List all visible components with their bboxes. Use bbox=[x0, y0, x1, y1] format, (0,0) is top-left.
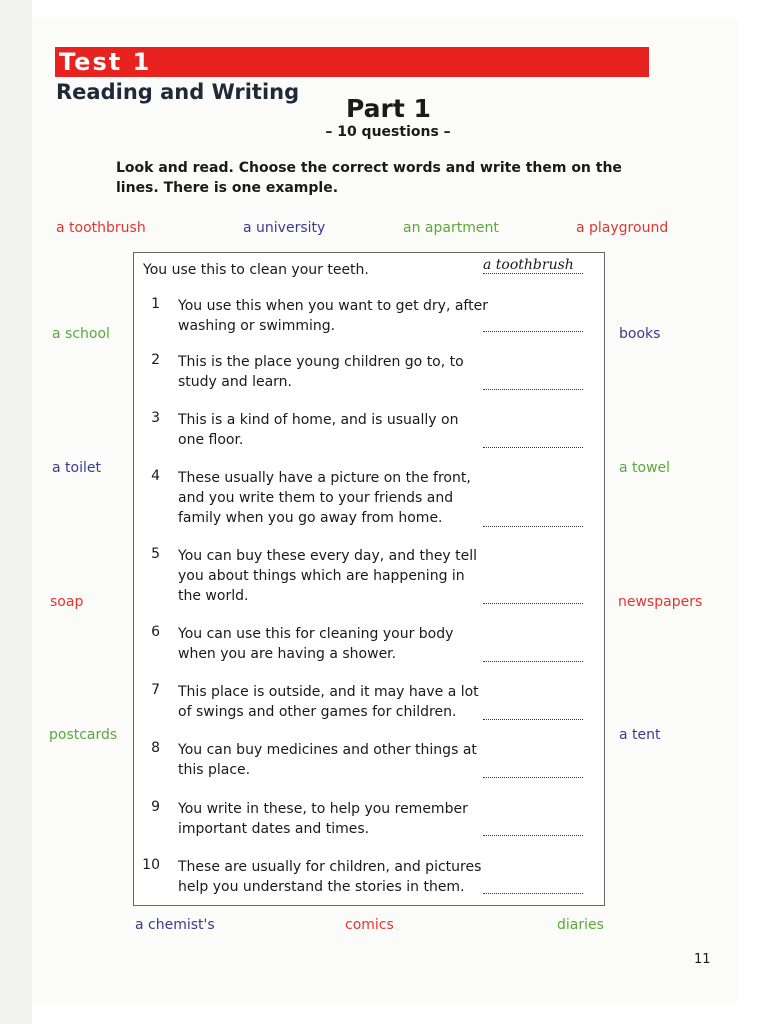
word-an-apartment: an apartment bbox=[403, 220, 499, 236]
question-text: This is a kind of home, and is usually on one floor. bbox=[178, 412, 459, 448]
answer-line-10[interactable] bbox=[483, 892, 583, 894]
word-a-chemists: a chemist's bbox=[135, 917, 215, 933]
answer-line-6[interactable] bbox=[483, 660, 583, 662]
word-a-university: a university bbox=[243, 220, 326, 236]
question-text: These are usually for children, and pictures help you understand the stories in them. bbox=[178, 859, 482, 895]
section-title: Reading and Writing bbox=[56, 80, 300, 104]
question-number: 7 bbox=[151, 682, 160, 698]
question-text: These usually have a picture on the front, and you write them to your friends and family when you go away from home. bbox=[178, 470, 471, 526]
question-number: 3 bbox=[151, 410, 160, 426]
word-diaries: diaries bbox=[557, 917, 604, 933]
word-a-towel: a towel bbox=[619, 460, 671, 476]
test-banner bbox=[55, 47, 649, 77]
question-text: You use this when you want to get dry, after washing or swimming. bbox=[178, 298, 488, 334]
question-number: 9 bbox=[151, 799, 160, 815]
question-number: 1 bbox=[151, 296, 160, 312]
test-label: Test 1 bbox=[59, 48, 152, 76]
question-count: – 10 questions – bbox=[325, 124, 451, 140]
word-books: books bbox=[619, 326, 661, 342]
instructions: Look and read. Choose the correct words and write them on the lines. There is one example. bbox=[116, 160, 622, 196]
word-newspapers: newspapers bbox=[618, 594, 703, 610]
scan-edge bbox=[0, 0, 32, 1024]
answer-line-1[interactable] bbox=[483, 330, 583, 332]
answer-line-7[interactable] bbox=[483, 718, 583, 720]
part-title: Part 1 bbox=[346, 94, 431, 123]
question-number: 8 bbox=[151, 740, 160, 756]
question-text: This place is outside, and it may have a lot of swings and other games for children. bbox=[178, 684, 479, 720]
question-number: 2 bbox=[151, 352, 160, 368]
question-number: 5 bbox=[151, 546, 160, 562]
answer-line-3[interactable] bbox=[483, 446, 583, 448]
word-postcards: postcards bbox=[49, 727, 118, 743]
question-number: 4 bbox=[151, 468, 160, 484]
word-a-toilet: a toilet bbox=[52, 460, 101, 476]
word-a-tent: a tent bbox=[619, 727, 661, 743]
answer-line-2[interactable] bbox=[483, 388, 583, 390]
word-comics: comics bbox=[345, 917, 394, 933]
answer-line-4[interactable] bbox=[483, 525, 583, 527]
question-text: You can buy medicines and other things at this place. bbox=[178, 742, 477, 778]
question-text: You write in these, to help you remember important dates and times. bbox=[178, 801, 468, 837]
example-answer: a toothbrush bbox=[483, 257, 583, 274]
word-soap: soap bbox=[50, 594, 84, 610]
question-text: You can buy these every day, and they tell you about things which are happening in the world. bbox=[178, 548, 478, 604]
word-a-playground: a playground bbox=[576, 220, 669, 236]
page-number: 11 bbox=[694, 952, 711, 967]
question-number: 10 bbox=[142, 857, 160, 873]
word-a-toothbrush: a toothbrush bbox=[56, 220, 146, 236]
answer-line-5[interactable] bbox=[483, 602, 583, 604]
answer-line-8[interactable] bbox=[483, 776, 583, 778]
example-text: You use this to clean your teeth. bbox=[143, 262, 369, 278]
question-text: This is the place young children go to, to study and learn. bbox=[178, 354, 464, 390]
question-text: You can use this for cleaning your body when you are having a shower. bbox=[178, 626, 454, 662]
answer-line-9[interactable] bbox=[483, 834, 583, 836]
question-number: 6 bbox=[151, 624, 160, 640]
word-a-school: a school bbox=[52, 326, 110, 342]
